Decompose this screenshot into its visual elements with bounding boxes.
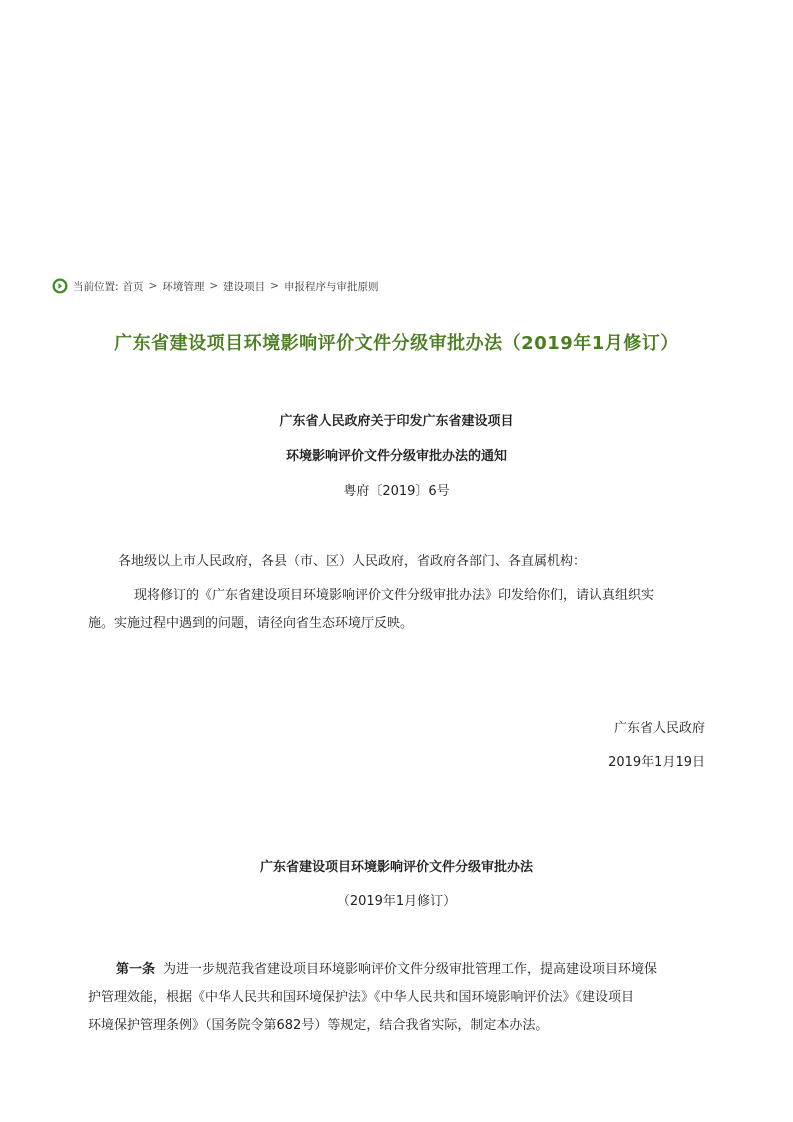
breadcrumb-prefix: 当前位置: [73,280,119,293]
page-title: 广东省建设项目环境影响评价文件分级审批办法（2019年1月修订） [114,333,679,354]
notice-title-line-1: 广东省人民政府关于印发广东省建设项目 [279,414,514,429]
breadcrumb [52,277,378,295]
notice-title-line-2: 环境影响评价文件分级审批办法的通知 [285,449,507,464]
article-1-line-1 [88,956,708,984]
notice-date: 2019年1月19日 [608,755,705,770]
article-1-text-1: 为进一步规范我省建设项目环境影响评价文件分级审批管理工作，提高建设项目环境保 [163,962,658,977]
regulation-title: 广东省建设项目环境影响评价文件分级审批办法 [259,860,533,875]
breadcrumb-construction-project[interactable]: 建设项目 [223,280,266,293]
breadcrumb-separator: > [209,280,219,292]
regulation-subtitle: （2019年1月修订） [336,894,457,909]
breadcrumb-separator: > [148,280,158,292]
location-arrow-icon [52,278,68,294]
article-1-label: 第一条 [116,962,156,977]
breadcrumb-environment-management[interactable]: 环境管理 [162,280,205,293]
article-1-line-2: 护管理效能，根据《中华人民共和国环境保护法》《中华人民共和国环境影响评价法》《建设项目 [88,990,635,1005]
document-number: 粤府〔2019〕6号 [343,484,450,499]
notice-addressee: 各地级以上市人民政府，各县（市、区）人民政府，省政府各部门、各直属机构： [118,554,587,569]
notice-body-line-2: 施。实施过程中遇到的问题，请径向省生态环境厅反映。 [88,616,414,631]
breadcrumb-separator: > [270,280,279,292]
article-1 [88,956,708,1040]
article-1-line-3: 环境保护管理条例》（国务院令第682号）等规定，结合我省实际，制定本办法。 [88,1018,549,1033]
breadcrumb-home[interactable]: 首页 [122,280,144,293]
notice-signature: 广东省人民政府 [613,721,705,736]
breadcrumb-current-page[interactable]: 申报程序与审批原则 [283,280,379,293]
notice-body-line-1: 现将修订的《广东省建设项目环境影响评价文件分级审批办法》印发给你们，请认真组织实 [134,588,655,603]
